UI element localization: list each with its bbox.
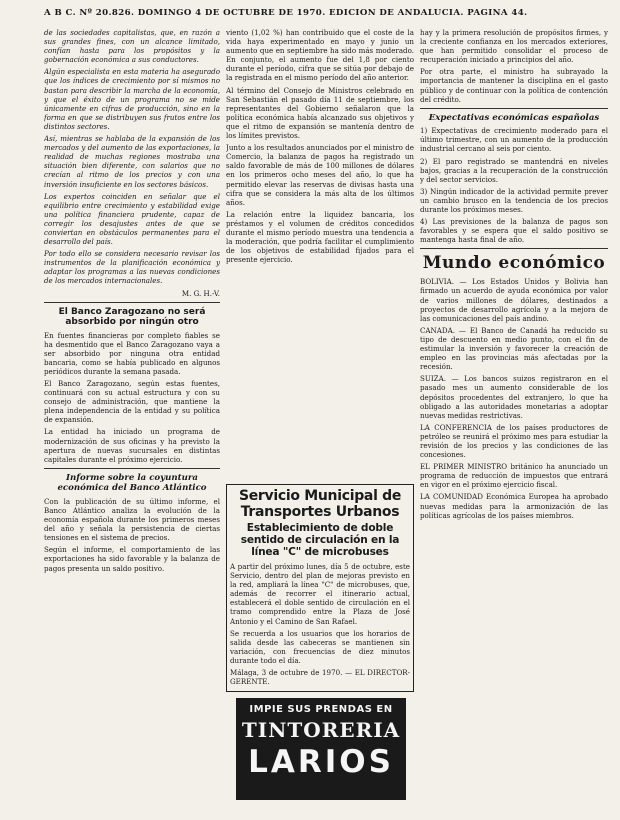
paragraph: Según el informe, el comportamiento de las exportaciones ha sido favorable y la balanza de pagos presenta un saldo positivo. (44, 545, 220, 573)
intro-article (44, 28, 220, 286)
paragraph: Así, mientras se hablaba de la expansión de los mercados y del aumento de las exportaciones, la realidad de muchas regiones mostraba una situación bien diferente, con salarios que no crecían al ritmo de los precios y con una inversión insuficiente en los sectores básicos. (44, 134, 220, 189)
article-headline-banco-zaragozano: El Banco Zaragozano no será absorbido por ningún otro (58, 306, 206, 328)
paragraph: Con la publicación de su último informe, el Banco Atlántico analiza la evolución de la economía española durante los primeros meses del año y señala la persistencia de ciertas tensiones en el sistema de precios. (44, 496, 220, 543)
notice-title: Servicio Municipal de Transportes Urbanos (238, 488, 402, 520)
paragraph: La relación entre la liquidez bancaria, los préstamos y el volumen de créditos concedidos durante el mismo período muestra una tendencia a la moderación, que podría facilitar el cumplimiento de los objetivos de estabilidad fijados para el presente ejercicio. (226, 209, 414, 265)
article-headline-expectativas: Expectativas económicas españolas (428, 112, 600, 123)
paragraph: Por otra parte, el ministro ha subrayado la importancia de mantener la disciplina en el gasto público y de continuar con la política de contención del crédito. (420, 67, 608, 104)
article-expectativas (420, 126, 608, 244)
column-left (44, 28, 220, 812)
paragraph: Málaga, 3 de octubre de 1970. — EL DIRECTOR-GERENTE. (230, 668, 410, 687)
article-banco-zaragozano (44, 331, 220, 464)
ad-line-3: LARIOS (248, 744, 394, 781)
paragraph: BOLIVIA. — Los Estados Unidos y Bolivia han firmado un acuerdo de ayuda económica por valor de varios millones de dólares, destinados a proyectos de desarrollo agrícola y a la mejora de las comunicaciones del país andino. (420, 277, 608, 323)
notice-subtitle: Establecimiento de doble sentido de circulación en la línea "C" de microbuses (240, 522, 400, 558)
paragraph: LA CONFERENCIA de los países productores de petróleo se reunirá el próximo mes para estudiar la revisión de los precios y las condiciones de las concesiones. (420, 422, 608, 460)
paragraph: Algún especialista en esta materia ha asegurado que los índices de crecimiento por sí mismos no bastan para describir la marcha de la economía, y que el éxito de un programa no se mide únicamente en cifras de producción, sino en la forma en que se distribuyen sus frutos entre los distintos sectores. (44, 67, 220, 131)
ad-line-1: IMPIE SUS PRENDAS EN (249, 704, 393, 716)
article-continued-right (420, 28, 608, 104)
paragraph: El Banco Zaragozano, según estas fuentes, continuará con su actual estructura y con su consejo de administración, que mantiene la plena independencia de la entidad y su política de expansión. (44, 379, 220, 425)
ad-line-2: TINTORERIA (241, 718, 401, 743)
divider (420, 108, 608, 109)
page-header: A B C. Nº 20.826. DOMINGO 4 DE OCTUBRE DE 1970. EDICION DE ANDALUCIA. PAGINA 44. (44, 8, 528, 18)
paragraph: EL PRIMER MINISTRO británico ha anunciado un programa de reducción de impuestos que entrará en vigor en el próximo ejercicio fiscal. (420, 462, 608, 490)
section-title-mundo-economico: Mundo económico (422, 253, 606, 274)
paragraph: de las sociedades capitalistas, que, en razón a sus grandes fines, con un alcance limitado, confían hasta para los propósitos y la gobernación económica a sus conductores. (44, 28, 220, 65)
transport-notice-box (226, 484, 414, 692)
article-headline-banco-atlantico: Informe sobre la coyuntura económica del Banco Atlántico (57, 472, 207, 494)
column-middle-notice (226, 484, 414, 812)
paragraph: Se recuerda a los usuarios que los horarios de salida desde las cabeceras se mantienen sin variación, con frecuencias de diez minutos durante todo el día. (230, 628, 410, 665)
notice-body (230, 562, 410, 686)
paragraph: 2) El paro registrado se mantendrá en niveles bajos, gracias a la recuperación de la construcción y del sector servicios. (420, 156, 608, 184)
paragraph: hay y la primera resolución de propósitos firmes, y la creciente confianza en los mercados exteriores, que han permitido consolidar el proceso de recuperación iniciado a principios del año. (420, 28, 608, 65)
section-mundo-economico (420, 277, 608, 519)
paragraph: Junto a los resultados anunciados por el ministro de Comercio, la balanza de pagos ha registrado un saldo favorable de más de 100 millones de dólares en los primeros ocho meses del año, lo que ha permitido elevar las reservas de divisas hasta una cifra que se considera la más alta de los últimos años. (226, 143, 414, 207)
economy-article-continued (226, 28, 414, 264)
article-banco-atlantico (44, 497, 220, 573)
divider (420, 248, 608, 249)
paragraph: En fuentes financieras por completo fiables se ha desmentido que el Banco Zaragozano vaya a ser absorbido por ninguna otra entidad bancaria, como se había publicado en algunos periódicos durante la semana pasada. (44, 330, 220, 376)
paragraph: Los expertos coinciden en señalar que el equilibrio entre crecimiento y estabilidad exige una política financiera prudente, capaz de corregir los desajustes antes de que se conviertan en obstáculos permanentes para el desarrollo del país. (44, 191, 220, 247)
paragraph: 3) Ningún indicador de la actividad permite prever un cambio brusco en la tendencia de los precios durante los próximos meses. (420, 186, 608, 214)
article-signature: M. G. H.-V. (181, 288, 220, 298)
paragraph: 1) Expectativas de crecimiento moderado para el último trimestre, con un aumento de la producción industrial cercano al seis por ciento. (420, 126, 608, 154)
divider (44, 302, 220, 303)
paragraph: CANADA. — El Banco de Canadá ha reducido su tipo de descuento en medio punto, con el fin de estimular la inversión y favorecer la creación de empleo en las provincias más afectadas por la recesión. (420, 325, 608, 372)
paragraph: La entidad ha iniciado un programa de modernización de sus oficinas y ha previsto la apertura de nuevas sucursales en distintas capitales durante el próximo ejercicio. (44, 427, 220, 464)
paragraph: viento (1,02 %) han contribuido que el coste de la vida haya experimentado en mayo y junio un aumento que en septiembre ha sido más moderado. En conjunto, el aumento fue del 1,8 por ciento durante el período, cifra que se sitúa por debajo de la registrada en el mismo período del año anterior. (226, 28, 414, 83)
paragraph: SUIZA. — Los bancos suizos registraron en el pasado mes un aumento considerable de los depósitos procedentes del extranjero, lo que ha obligado a las autoridades monetarias a adoptar nuevas medidas restrictivas. (420, 374, 608, 420)
paragraph: A partir del próximo lunes, día 5 de octubre, este Servicio, dentro del plan de mejoras previsto en la red, ampliará la línea "C" de microbuses, que, además de recorrer el itinerario actual, establecerá el doble sentido de circulación en el tramo comprendido entre la Plaza de José Antonio y el Camino de San Rafael. (230, 562, 410, 626)
divider (44, 468, 220, 469)
paragraph: Al término del Consejo de Ministros celebrado en San Sebastián el pasado día 11 de septiembre, los representantes del Gobierno señalaron que la política económica había alcanzado sus objetivos y que el ritmo de expansión se mantenía dentro de los límites previstos. (226, 85, 414, 141)
paragraph: Por todo ello se considera necesario revisar los instrumentos de la planificación económica y adaptar los programas a las nuevas condiciones de los mercados internacionales. (44, 249, 220, 286)
paragraph: LA COMUNIDAD Económica Europea ha aprobado nuevas medidas para la armonización de las políticas agrícolas de los países miembros. (420, 492, 608, 520)
column-right (420, 28, 608, 812)
paragraph: 4) Las previsiones de la balanza de pagos son favorables y se espera que el saldo positivo se mantenga hasta final de año. (420, 217, 608, 245)
tintoreria-advertisement (236, 698, 406, 800)
